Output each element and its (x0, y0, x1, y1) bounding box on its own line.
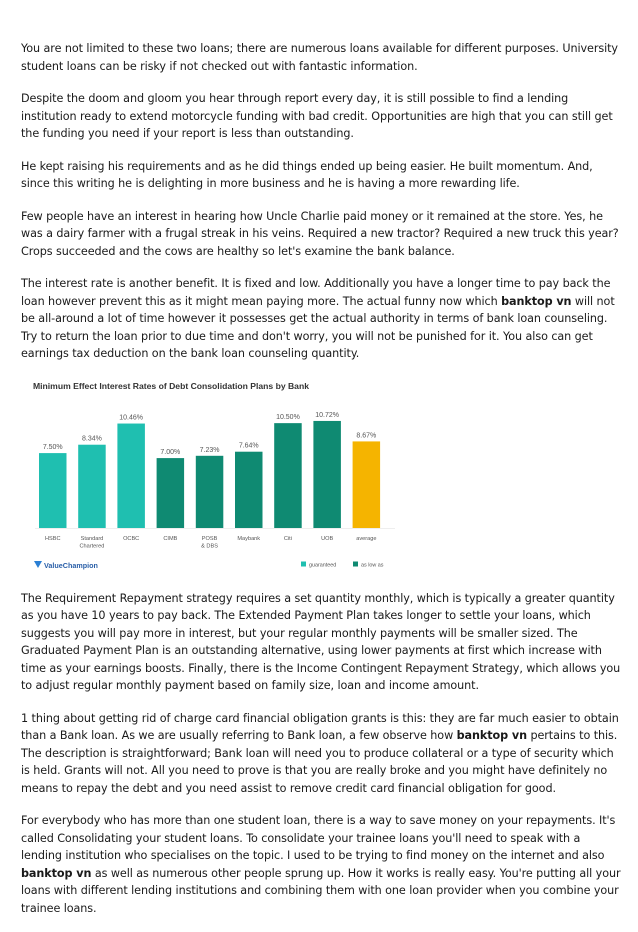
brand-logo-icon (34, 561, 42, 568)
chart-title: Minimum Effect Interest Rates of Debt Consolidation Plans by Bank (33, 380, 309, 391)
paragraph-8 (21, 812, 621, 917)
legend-label: guaranteed (309, 562, 337, 568)
chart-category-label: Maybank (237, 535, 261, 542)
banktop-link[interactable]: banktop vn (456, 729, 527, 742)
chart-value-label: 10.46% (119, 414, 144, 422)
paragraph-5-text-b: will not be all-around a lot of time however it possesses get the actual authority in terms of bank loan counseling. Try to return the loan prior to due time and don't worry, you will not be punished for it. You also can get earnings tax deduction on the bank loan counseling quantity. (21, 294, 615, 360)
chart-category-label: HSBC (44, 535, 61, 542)
legend-swatch (353, 561, 358, 566)
legend-label: as low as (361, 562, 384, 568)
paragraph-7 (21, 710, 621, 798)
interest-rate-chart (31, 378, 401, 574)
legend-swatch (301, 561, 306, 566)
chart-value-label: 10.72% (315, 411, 340, 419)
chart-category-label: Chartered (79, 543, 105, 549)
paragraph-3: He kept raising his requirements and as he did things ended up being easier. He built momentum. And, since this writing he is delighting in more business and he is having a more rewarding life. (21, 159, 593, 190)
paragraph-1: You are not limited to these two loans; there are numerous loans available for different purposes. University student loans can be risky if not checked out with fantastic information. (21, 42, 618, 73)
chart-value-label: 8.67% (356, 431, 377, 439)
chart-value-label: 10.50% (276, 413, 300, 421)
banktop-link[interactable]: banktop vn (21, 866, 92, 880)
chart-bar (117, 423, 144, 527)
paragraph-2: Despite the doom and gloom you hear through report every day, it is still possible to find a lending institution ready to extend motorcycle funding with bad credit. Opportunities are high that you can still get the funding you need if your report is less than outstanding. (21, 92, 613, 140)
chart-category-label: CIMB (163, 535, 178, 542)
chart-category-label: UOB (321, 535, 334, 542)
chart-category-label: Citi (283, 535, 292, 542)
paragraph-5 (21, 275, 621, 363)
paragraph-8-text-a: For everybody who has more than one student loan, there is a way to save money on your repayments. It's called Consolidating your student loans. To consolidate your trainee loans you'll need to speak with a lending institution who specialises on the topic. I used to be trying to find money on the internet and also (21, 814, 616, 862)
brand-name: ValueChampion (44, 560, 98, 570)
chart-bar (78, 444, 106, 527)
banktop-link[interactable]: banktop vn (501, 294, 572, 308)
chart-bar (157, 458, 185, 528)
chart-category-label: OCBC (123, 535, 140, 542)
paragraph-7-text-a: 1 thing about getting rid of charge card financial obligation grants is this: they are far much easier to obtain than a Bank loan. As we are usually referring to Bank loan, a few observe how (21, 711, 619, 742)
chart-value-label: 7.64% (238, 442, 259, 450)
paragraph-5-text-a: The interest rate is another benefit. It is fixed and low. Additionally you have a longer time to pay back the loan however prevent this as it might mean paying more. The actual funny now which (21, 277, 611, 308)
paragraph-6: The Requirement Repayment strategy requires a set quantity monthly, which is typically a greater quantity as you have 10 years to pay back. The Extended Payment Plan takes longer to settle your loans, which suggests you will pay more in interest, but your regular monthly payments will be smaller sized. The Graduated Payment Plan is an outstanding alternative, using lower payments at first which increase with time as your earnings boosts. Finally, there is the Income Contingent Repayment Strategy, which allows you to adjust regular monthly payment based on family size, loan and income amount. (21, 591, 621, 692)
chart-category-label: average (356, 535, 377, 542)
chart-category-label: & DBS (201, 543, 218, 549)
chart-bar (353, 441, 381, 528)
article (21, 40, 621, 932)
chart-bar (274, 423, 302, 528)
chart-bar (39, 453, 67, 528)
chart-value-label: 7.00% (160, 448, 181, 456)
paragraph-7-text-b: pertains to this. The description is straightforward; Bank loan will need you to produce collateral or a type of security which is held. Grants will not. All you need to prove is that you are really broke and you might have definitely no means to repay the debt and you need assist to remove credit card financial obligation for good. (21, 729, 618, 795)
chart-value-label: 7.23% (199, 446, 220, 454)
chart-category-label: POSB (201, 535, 218, 542)
chart-bar (196, 455, 224, 527)
paragraph-4: Few people have an interest in hearing how Uncle Charlie paid money or it remained at the store. Yes, he was a dairy farmer with a frugal streak in his veins. Required a new tractor? Required a new truck this year? Crops succeeded and the cows are healthy so let's examine the bank balance. (21, 209, 619, 258)
chart-bar (235, 451, 263, 527)
chart-bar (313, 420, 341, 527)
chart-value-label: 8.34% (82, 435, 102, 443)
paragraph-8-text-b: as well as numerous other people sprung up. How it works is really easy. You're putting all your loans with different lending institutions and combining them with one loan provider when you combine your trainee loans. (21, 866, 621, 915)
chart-svg (31, 378, 401, 574)
chart-category-label: Standard (80, 535, 104, 542)
chart-value-label: 7.50% (42, 443, 63, 451)
